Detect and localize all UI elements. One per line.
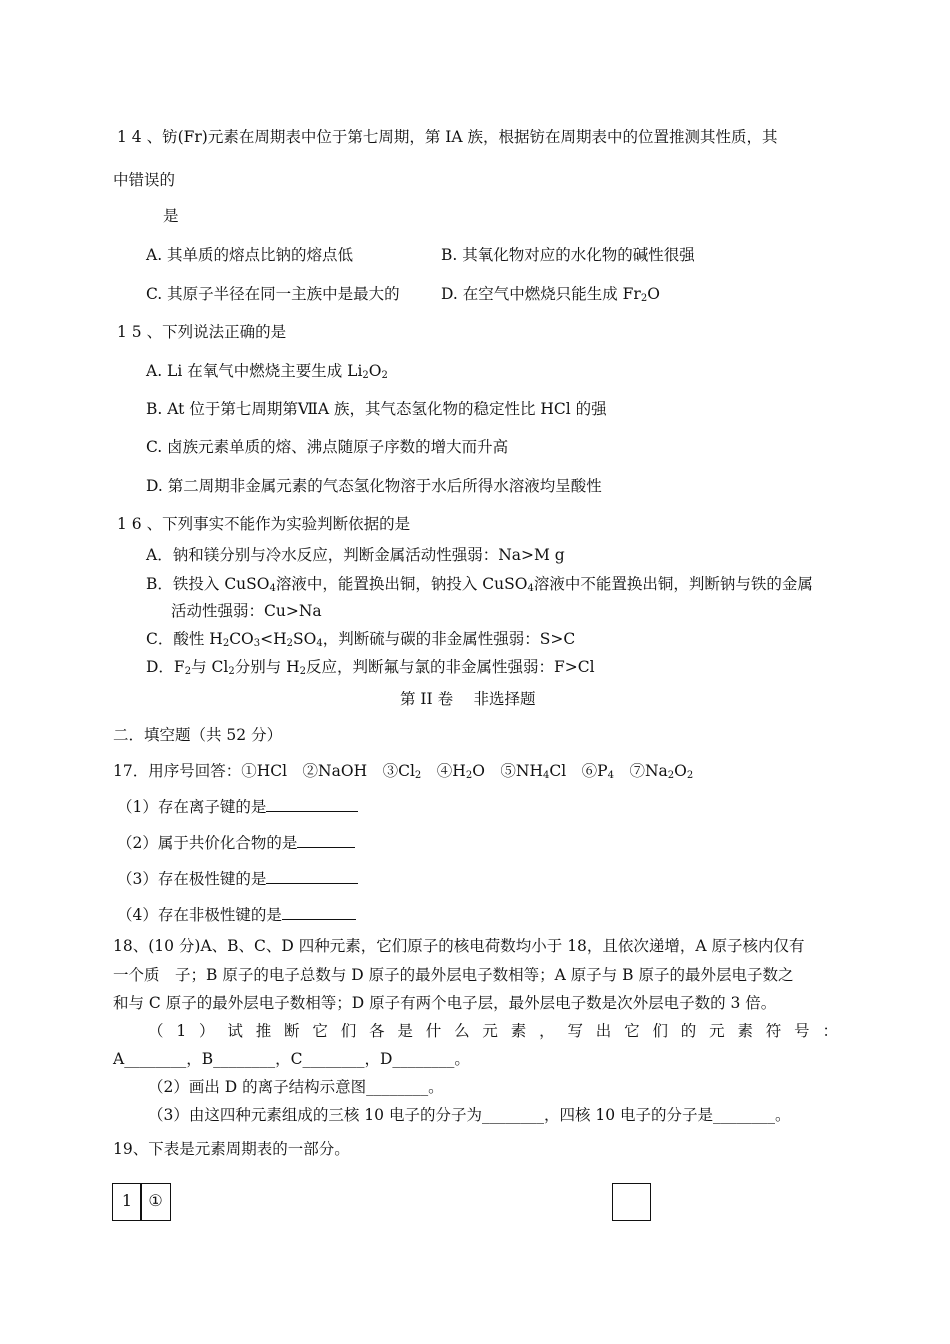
q18-sub3: （3）由这四种元素组成的三核 10 电子的分子为________，四核 10 电子的分子是________。 [148,1106,791,1124]
q16-option-a: A．钠和镁分别与冷水反应，判断金属活动性强弱：Na>M g [146,546,565,564]
q16-option-d: D．$F_2$与 $Cl_2$分别与 $H_2$反应，判断氟与氯的非金属性强弱：F>Cl [146,658,595,677]
q17-sub4: （4）存在非极性键的是 [117,905,356,925]
q17-stem: 17．用序号回答：①HCl ②NaOH $③Cl_2$ $④H_2O$ $⑤NH_4Cl$ $⑥P_4$ $⑦Na_2O_2$ [113,762,694,781]
q14-option-d: D. 在空气中燃烧只能生成 $Fr_2O$ [441,285,660,304]
q17-sub1: （1）存在离子键的是 [117,797,358,817]
q18-stem-line3: 和与 C 原子的最外层电子数相等；D 原子有两个电子层，最外层电子数是次外层电子数的 3 倍。 [113,994,777,1012]
q16-option-b-line2: 活动性强弱：Cu>Na [171,602,322,620]
q16-option-c: C．酸性 $H_2CO_3<H_2SO_4$，判断硫与碳的非金属性强弱：S>C [146,630,576,649]
q15-option-d: D. 第二周期非金属元素的气态氢化物溶于水后所得水溶液均呈酸性 [146,477,602,495]
q16-stem: 1 6 、下列事实不能作为实验判断依据的是 [117,515,411,533]
q15-option-c: C. 卤族元素单质的熔、沸点随原子序数的增大而升高 [146,438,509,456]
periodic-table-period-cell: 1 [112,1183,142,1221]
q15-option-a: A. Li 在氧气中燃烧主要生成 $Li_2O_2$ [146,362,388,381]
q18-stem-line1: 18、(10 分)A、B、C、D 四种元素，它们原子的核电荷数均小于 18，且依次递增，A 原子核内仅有 [113,937,805,955]
q14-option-c: C. 其原子半径在同一主族中是最大的 [146,285,400,303]
q18-sub2: （2）画出 D 的离子结构示意图________。 [148,1078,444,1096]
answer-blank[interactable] [266,797,358,812]
q15-stem: 1 5 、下列说法正确的是 [117,323,287,341]
q17-sub3: （3）存在极性键的是 [117,869,358,889]
q14-stem-line2: 中错误的 [113,171,176,189]
section-title: 第 II 卷 非选择题 [400,690,536,708]
q17-sub2: （2）属于共价化合物的是 [117,833,355,853]
q15-option-b: B. At 位于第七周期第ⅦA 族，其气态氢化物的稳定性比 HCl 的强 [146,400,607,418]
part2-heading: 二．填空题（共 52 分） [113,726,283,744]
q14-option-b: B. 其氧化物对应的水化物的碱性很强 [441,246,695,264]
q14-stem-line3: 是 [163,207,179,225]
answer-blank[interactable] [297,833,355,848]
answer-blank[interactable] [266,869,358,884]
q18-sub1: （1）试推断它们各是什么元素，写出它们的元素符号： [148,1022,838,1040]
q14-option-a: A. 其单质的熔点比钠的熔点低 [146,246,354,264]
q16-option-b-line1: B．铁投入 CuSO$_4$溶液中，能置换出铜，钠投入 CuSO$_4$溶液中不能置换出铜，判断钠与铁的金属 [146,575,813,594]
q14-stem-line1: 1 4 、钫(Fr)元素在周期表中位于第七周期，第 IA 族，根据钫在周期表中的位置推测其性质，其 [117,128,778,146]
q18-sub1-blanks: A________，B________，C________，D________。 [113,1050,470,1068]
answer-blank[interactable] [282,905,356,920]
periodic-table-element-cell: ① [140,1183,171,1221]
periodic-table-element-cell [612,1183,651,1221]
q18-stem-line2: 一个质 子；B 原子的电子总数与 D 原子的最外层电子数相等；A 原子与 B 原子的最外层电子数之 [113,966,794,984]
q19-stem: 19、下表是元素周期表的一部分。 [113,1140,350,1158]
